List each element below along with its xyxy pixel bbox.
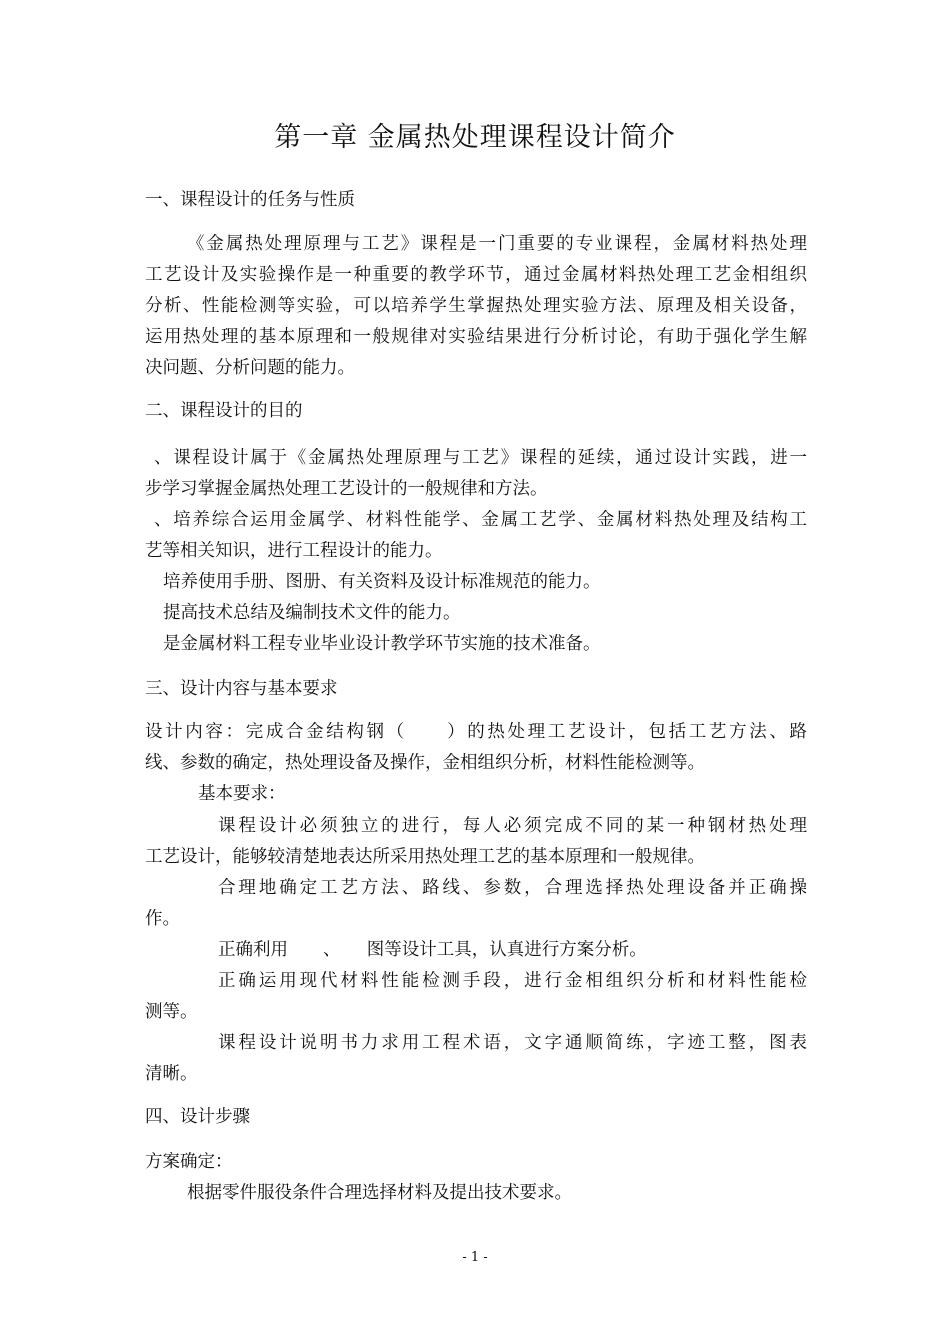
list-item-line: 是金属材料工程专业毕业设计教学环节实施的技术准备。	[163, 634, 601, 654]
section-heading-2: 二、课程设计的目的	[145, 401, 303, 421]
requirement-line: 工艺设计，能够较清楚地表达所采用热处理工艺的基本原理和一般规律。	[145, 847, 705, 867]
paragraph-line: 分析、性能检测等实验，可以培养学生掌握热处理实验方法、原理及相关设备，	[145, 296, 807, 316]
requirement-line: 正确运用现代材料性能检测手段，进行金相组织分析和材料性能检	[218, 971, 807, 991]
list-item-line: 、课程设计属于《金属热处理原理与工艺》课程的延续，通过设计实践，进一	[154, 448, 807, 468]
section-heading-1: 一、课程设计的任务与性质	[145, 190, 355, 210]
list-item-line: 步学习掌握金属热处理工艺设计的一般规律和方法。	[145, 479, 548, 499]
list-item-line: 、培养综合运用金属学、材料性能学、金属工艺学、金属材料热处理及结构工	[154, 510, 807, 530]
chapter-title: 第一章 金属热处理课程设计简介	[274, 122, 676, 153]
subheading: 方案确定：	[145, 1152, 233, 1172]
requirement-line: 测等。	[145, 1002, 198, 1022]
requirement-line: 正确利用 、 图等设计工具，认真进行方案分析。	[218, 940, 647, 960]
paragraph-line: 决问题、分析问题的能力。	[145, 358, 355, 378]
requirement-line: 清晰。	[145, 1064, 198, 1084]
paragraph-line: 《金属热处理原理与工艺》课程是一门重要的专业课程，金属材料热处理	[187, 234, 807, 254]
section-heading-3: 三、设计内容与基本要求	[145, 679, 338, 699]
requirement-line: 合理地确定工艺方法、路线、参数，合理选择热处理设备并正确操	[218, 878, 807, 898]
paragraph-line: 根据零件服役条件合理选择材料及提出技术要求。	[187, 1183, 572, 1203]
paragraph-line: 工艺设计及实验操作是一种重要的教学环节，通过金属材料热处理工艺金相组织	[145, 265, 807, 285]
requirement-line: 课程设计必须独立的进行，每人必须完成不同的某一种钢材热处理	[218, 816, 807, 836]
paragraph-line: 运用热处理的基本原理和一般规律对实验结果进行分析讨论，有助于强化学生解	[145, 327, 807, 347]
requirement-line: 课程设计说明书力求用工程术语，文字通顺简练，字迹工整，图表	[218, 1033, 807, 1053]
page-number: - 1 -	[462, 1250, 488, 1265]
list-item-line: 提高技术总结及编制技术文件的能力。	[163, 603, 461, 623]
requirement-line: 作。	[145, 909, 180, 929]
subheading: 基本要求：	[198, 784, 286, 804]
paragraph-line: 设计内容：完成合金结构钢（ ）的热处理工艺设计，包括工艺方法、路	[145, 722, 807, 742]
list-item-line: 艺等相关知识，进行工程设计的能力。	[145, 541, 443, 561]
list-item-line: 培养使用手册、图册、有关资料及设计标准规范的能力。	[163, 572, 601, 592]
paragraph-line: 线、参数的确定，热处理设备及操作，金相组织分析，材料性能检测等。	[145, 753, 705, 773]
section-heading-4: 四、设计步骤	[145, 1107, 250, 1127]
